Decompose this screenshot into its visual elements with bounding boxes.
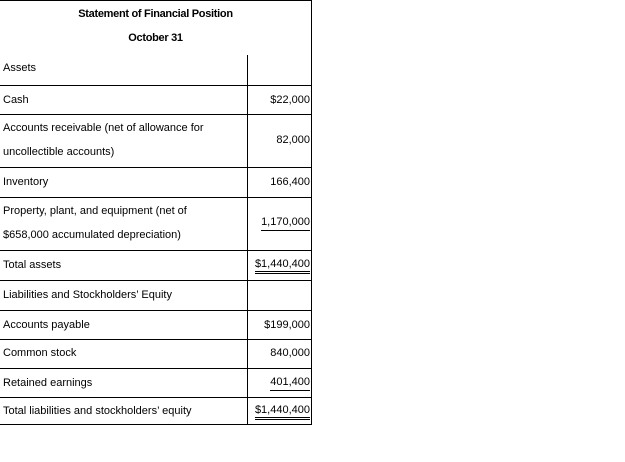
row-amount: 166,400 (270, 176, 310, 188)
row-label-line1: Property, plant, and equipment (net of (3, 205, 187, 217)
row-amount: 82,000 (276, 134, 310, 146)
row-amount: 401,400 (270, 376, 310, 391)
table-row (0, 339, 311, 368)
row-amount: $1,440,400 (255, 258, 310, 274)
table-row-total-assets (0, 250, 311, 280)
financial-statement-table (0, 0, 312, 425)
row-label: Liabilities and Stockholders’ Equity (3, 289, 172, 301)
table-row (0, 85, 311, 114)
row-label: Total liabilities and stockholders’ equity (3, 405, 192, 417)
table-row-liabilities-header (0, 280, 311, 310)
table-row (0, 167, 311, 197)
table-row-assets-header (0, 55, 311, 85)
row-label: Total assets (3, 259, 62, 271)
table-row-total-liabilities (0, 397, 311, 425)
row-label: Common stock (3, 347, 77, 359)
table-row (0, 310, 311, 339)
statement-title: Statement of Financial Position (78, 8, 233, 20)
table-row (0, 114, 311, 167)
table-row (0, 368, 311, 397)
statement-date: October 31 (128, 32, 183, 44)
row-label-line2: $658,000 accumulated depreciation) (3, 229, 181, 241)
table-row (0, 197, 311, 250)
row-label: Cash (3, 94, 29, 106)
row-amount: 840,000 (270, 347, 310, 359)
row-label-line2: uncollectible accounts) (3, 146, 115, 158)
assets-header-label: Assets (3, 62, 37, 74)
row-amount: $22,000 (270, 94, 310, 106)
row-label: Accounts payable (3, 319, 90, 331)
row-amount: $199,000 (264, 319, 310, 331)
row-amount: $1,440,400 (255, 404, 310, 420)
row-amount: 1,170,000 (261, 216, 310, 231)
row-label: Inventory (3, 176, 49, 188)
row-label-line1: Accounts receivable (net of allowance for (3, 122, 204, 134)
row-label: Retained earnings (3, 377, 93, 389)
